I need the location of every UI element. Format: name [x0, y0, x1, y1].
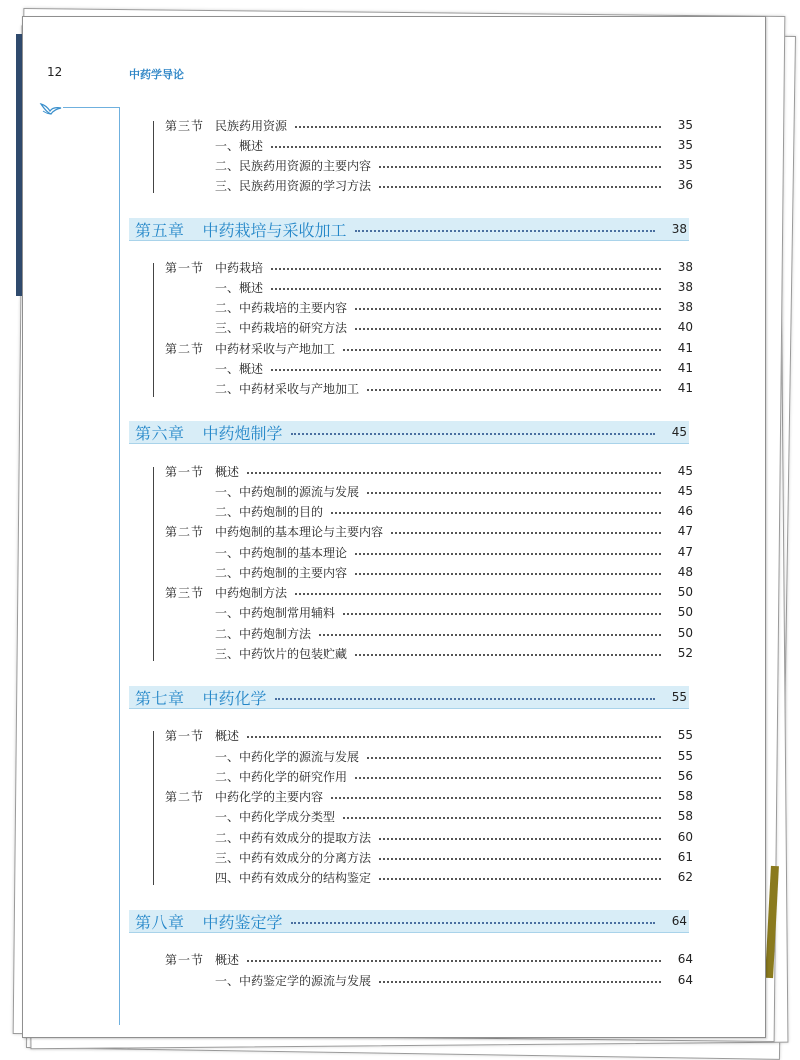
- toc-section-entry[interactable]: [165, 521, 693, 541]
- section-label: 第二节: [165, 341, 205, 356]
- section-title: 中药炮制方法: [215, 585, 288, 600]
- dot-leader: [379, 878, 661, 880]
- dot-leader: [271, 369, 661, 371]
- section-title: 概述: [215, 464, 240, 479]
- section-bracket: [153, 121, 154, 193]
- toc-item-entry[interactable]: [165, 317, 693, 337]
- item-title: 二、中药化学的研究作用: [215, 769, 348, 784]
- page-ref: 50: [677, 585, 693, 599]
- page-ref: 50: [677, 605, 693, 619]
- chapter-title: 中药栽培与采收加工: [202, 220, 347, 240]
- toc-item-entry[interactable]: [165, 542, 693, 562]
- page-number: 12: [47, 65, 63, 79]
- toc-item-entry[interactable]: [165, 602, 693, 622]
- section-bracket: [153, 467, 154, 661]
- section-title: 中药栽培: [215, 260, 264, 275]
- section-title: 中药材采收与产地加工: [215, 341, 336, 356]
- page-ref: 55: [677, 749, 693, 763]
- toc-page: [22, 16, 766, 1038]
- dot-leader: [355, 308, 661, 310]
- page-ref: 40: [677, 320, 693, 334]
- page-ref: 52: [677, 646, 693, 660]
- page-ref: 58: [677, 789, 693, 803]
- item-title: 一、中药炮制的源流与发展: [215, 484, 360, 499]
- chapter-number: 第五章: [135, 220, 185, 240]
- toc-section-entry[interactable]: [165, 725, 693, 745]
- page-ref: 36: [677, 178, 693, 192]
- toc-item-entry[interactable]: [165, 378, 693, 398]
- page-ref: 47: [677, 524, 693, 538]
- item-title: 一、中药化学成分类型: [215, 809, 336, 824]
- page-ref: 55: [677, 728, 693, 742]
- dot-leader: [331, 797, 661, 799]
- chapter-heading[interactable]: [129, 218, 689, 241]
- dot-leader: [379, 166, 661, 168]
- page-ref: 46: [677, 504, 693, 518]
- dot-leader: [355, 573, 661, 575]
- chapter-title: 中药化学: [202, 688, 267, 708]
- chapter-title: 中药鉴定学: [202, 912, 283, 932]
- page-ref: 50: [677, 626, 693, 640]
- page-ref: 64: [677, 952, 693, 966]
- page-ref: 35: [677, 138, 693, 152]
- toc-section-entry[interactable]: [165, 786, 693, 806]
- page-ref: 45: [671, 425, 687, 439]
- page-ref: 64: [671, 914, 687, 928]
- toc-item-entry[interactable]: [165, 806, 693, 826]
- item-title: 二、民族药用资源的主要内容: [215, 158, 372, 173]
- item-title: 三、中药饮片的包装贮藏: [215, 646, 348, 661]
- dot-leader: [331, 512, 661, 514]
- page-ref: 64: [677, 973, 693, 987]
- dot-leader: [295, 593, 661, 595]
- toc-item-entry[interactable]: [165, 135, 693, 155]
- section-title: 概述: [215, 952, 240, 967]
- section-label: 第一节: [165, 952, 205, 967]
- toc-item-entry[interactable]: [165, 358, 693, 378]
- item-title: 一、中药鉴定学的源流与发展: [215, 973, 372, 988]
- dot-leader: [291, 922, 655, 924]
- dot-leader: [379, 186, 661, 188]
- page-ref: 61: [677, 850, 693, 864]
- page-ref: 58: [677, 809, 693, 823]
- section-title: 中药炮制的基本理论与主要内容: [215, 524, 384, 539]
- item-title: 三、中药栽培的研究方法: [215, 320, 348, 335]
- margin-guide-line: [63, 107, 119, 108]
- item-title: 一、中药炮制常用辅料: [215, 605, 336, 620]
- toc-item-entry[interactable]: [165, 175, 693, 195]
- toc-item-entry[interactable]: [165, 867, 693, 887]
- dot-leader: [343, 349, 661, 351]
- dot-leader: [271, 288, 661, 290]
- toc-item-entry[interactable]: [165, 297, 693, 317]
- dot-leader: [379, 858, 661, 860]
- dot-leader: [367, 389, 661, 391]
- dot-leader: [271, 268, 661, 270]
- toc-section-entry[interactable]: [165, 115, 693, 135]
- dot-leader: [271, 146, 661, 148]
- dot-leader: [275, 698, 655, 700]
- dot-leader: [355, 553, 661, 555]
- section-label: 第二节: [165, 789, 205, 804]
- item-title: 一、概述: [215, 280, 264, 295]
- dot-leader: [367, 492, 661, 494]
- dot-leader: [343, 613, 661, 615]
- section-label: 第二节: [165, 524, 205, 539]
- page-ref: 41: [677, 361, 693, 375]
- dot-leader: [379, 981, 661, 983]
- section-bracket: [153, 263, 154, 397]
- page-ref: 41: [677, 381, 693, 395]
- page-ref: 35: [677, 118, 693, 132]
- item-title: 二、中药炮制方法: [215, 626, 312, 641]
- section-title: 中药化学的主要内容: [215, 789, 324, 804]
- page-ref: 45: [677, 464, 693, 478]
- item-title: 二、中药有效成分的提取方法: [215, 830, 372, 845]
- running-header-title: 中药学导论: [129, 68, 184, 81]
- section-label: 第三节: [165, 585, 205, 600]
- toc-section-entry[interactable]: [165, 257, 693, 277]
- item-title: 一、中药炮制的基本理论: [215, 545, 348, 560]
- dot-leader: [291, 433, 655, 435]
- item-title: 二、中药炮制的主要内容: [215, 565, 348, 580]
- toc-item-entry[interactable]: [165, 746, 693, 766]
- toc-item-entry[interactable]: [165, 643, 693, 663]
- toc-section-entry[interactable]: [165, 461, 693, 481]
- page-ref: 38: [671, 222, 687, 236]
- section-title: 民族药用资源: [215, 118, 288, 133]
- page-ref: 41: [677, 341, 693, 355]
- swallow-ornament-icon: [39, 101, 63, 117]
- item-title: 二、中药炮制的目的: [215, 504, 324, 519]
- page-ref: 62: [677, 870, 693, 884]
- item-title: 二、中药栽培的主要内容: [215, 300, 348, 315]
- page-ref: 45: [677, 484, 693, 498]
- section-bracket: [153, 731, 154, 885]
- dot-leader: [319, 634, 661, 636]
- toc-item-entry[interactable]: [165, 562, 693, 582]
- toc-item-entry[interactable]: [165, 766, 693, 786]
- dot-leader: [295, 126, 661, 128]
- section-label: 第三节: [165, 118, 205, 133]
- chapter-number: 第六章: [135, 423, 185, 443]
- section-label: 第一节: [165, 464, 205, 479]
- dot-leader: [343, 817, 661, 819]
- item-title: 一、中药化学的源流与发展: [215, 749, 360, 764]
- chapter-heading[interactable]: [129, 421, 689, 444]
- dot-leader: [247, 960, 661, 962]
- toc-section-entry[interactable]: [165, 949, 693, 969]
- toc-section-entry[interactable]: [165, 338, 693, 358]
- item-title: 三、中药有效成分的分离方法: [215, 850, 372, 865]
- chapter-title: 中药炮制学: [202, 423, 283, 443]
- chapter-number: 第七章: [135, 688, 185, 708]
- item-title: 一、概述: [215, 138, 264, 153]
- dot-leader: [355, 328, 661, 330]
- item-title: 一、概述: [215, 361, 264, 376]
- page-ref: 38: [677, 280, 693, 294]
- margin-guide-line: [119, 107, 120, 1025]
- item-title: 二、中药材采收与产地加工: [215, 381, 360, 396]
- section-label: 第一节: [165, 728, 205, 743]
- dot-leader: [247, 472, 661, 474]
- dot-leader: [379, 838, 661, 840]
- toc-item-entry[interactable]: [165, 623, 693, 643]
- section-label: 第一节: [165, 260, 205, 275]
- page-ref: 56: [677, 769, 693, 783]
- chapter-number: 第八章: [135, 912, 185, 932]
- dot-leader: [355, 777, 661, 779]
- toc-item-entry[interactable]: [165, 827, 693, 847]
- section-title: 概述: [215, 728, 240, 743]
- dot-leader: [355, 654, 661, 656]
- toc-item-entry[interactable]: [165, 481, 693, 501]
- page-ref: 38: [677, 260, 693, 274]
- dot-leader: [355, 230, 655, 232]
- item-title: 四、中药有效成分的结构鉴定: [215, 870, 372, 885]
- page-ref: 38: [677, 300, 693, 314]
- toc-item-entry[interactable]: [165, 847, 693, 867]
- dot-leader: [391, 532, 661, 534]
- toc-item-entry[interactable]: [165, 501, 693, 521]
- page-ref: 35: [677, 158, 693, 172]
- dot-leader: [247, 736, 661, 738]
- page-ref: 48: [677, 565, 693, 579]
- chapter-heading[interactable]: [129, 910, 689, 933]
- page-ref: 55: [671, 690, 687, 704]
- page-ref: 47: [677, 545, 693, 559]
- toc-section-entry[interactable]: [165, 582, 693, 602]
- chapter-heading[interactable]: [129, 686, 689, 709]
- page-ref: 60: [677, 830, 693, 844]
- toc-item-entry[interactable]: [165, 155, 693, 175]
- item-title: 三、民族药用资源的学习方法: [215, 178, 372, 193]
- toc-item-entry[interactable]: [165, 277, 693, 297]
- toc-item-entry[interactable]: [165, 970, 693, 990]
- dot-leader: [367, 757, 661, 759]
